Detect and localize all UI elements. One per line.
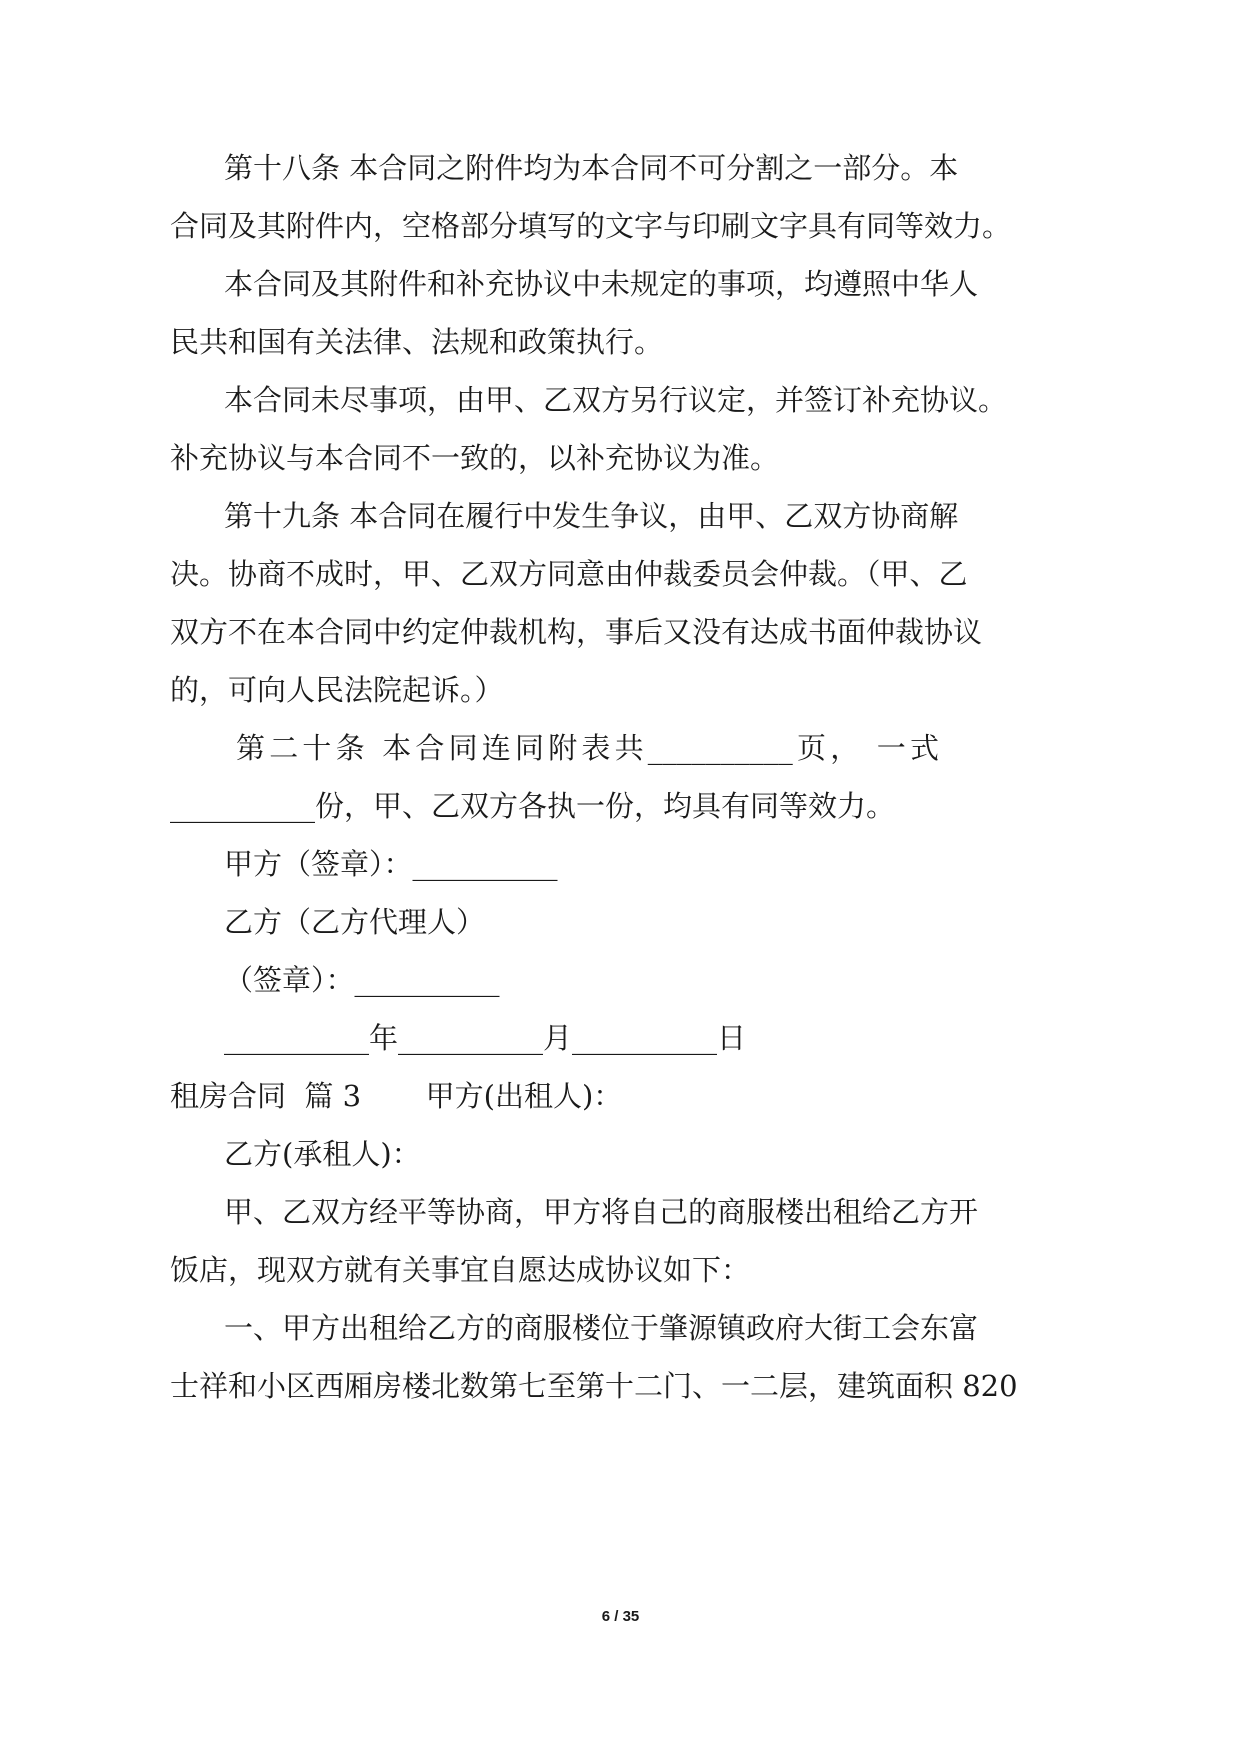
text-line: 第十九条 本合同在履行中发生争议，由甲、乙双方协商解 <box>224 499 959 533</box>
page-number: 6 / 35 <box>601 1608 640 1625</box>
text-line: 的，可向人民法院起诉。） <box>170 673 504 707</box>
text-line: 饭店，现双方就有关事宜自愿达成协议如下： <box>170 1253 751 1287</box>
text-line: 士祥和小区西厢房楼北数第七至第十二门、一二层，建筑面积 820 <box>170 1369 1018 1403</box>
text-line: 甲、乙双方经平等协商，甲方将自己的商服楼出租给乙方开 <box>224 1195 979 1229</box>
text-line: 一、甲方出租给乙方的商服楼位于肇源镇政府大街工会东富 <box>224 1311 979 1345</box>
section-heading: 租房合同 篇 3 甲方(出租人)： <box>170 1079 623 1113</box>
text-line: 双方不在本合同中约定仲裁机构，事后又没有达成书面仲裁协议 <box>170 615 983 649</box>
text-line: 民共和国有关法律、法规和政策执行。 <box>170 325 664 359</box>
text-line: 第二十条 本合同连同附表共__________页， 一式 <box>236 731 939 765</box>
text-line: 乙方(承租人)： <box>224 1137 421 1171</box>
text-line: 本合同未尽事项，由甲、乙双方另行议定，并签订补充协议。 <box>224 383 1008 417</box>
signature-party-a: 甲方（签章）：__________ <box>224 847 558 881</box>
text-line: 决。协商不成时，甲、乙双方同意由仲裁委员会仲裁。（甲、乙 <box>170 557 968 591</box>
text-line: __________份，甲、乙双方各执一份，均具有同等效力。 <box>170 789 896 823</box>
text-line: 本合同及其附件和补充协议中未规定的事项，均遵照中华人 <box>224 267 979 301</box>
signature-seal: （签章）：__________ <box>224 963 500 997</box>
signature-party-b: 乙方（乙方代理人） <box>224 905 486 939</box>
signature-date: __________年__________月__________日 <box>224 1021 747 1055</box>
text-line: 补充协议与本合同不一致的，以补充协议为准。 <box>170 441 780 475</box>
text-line: 第十八条 本合同之附件均为本合同不可分割之一部分。本 <box>224 151 959 185</box>
text-line: 合同及其附件内，空格部分填写的文字与印刷文字具有同等效力。 <box>170 209 1012 243</box>
